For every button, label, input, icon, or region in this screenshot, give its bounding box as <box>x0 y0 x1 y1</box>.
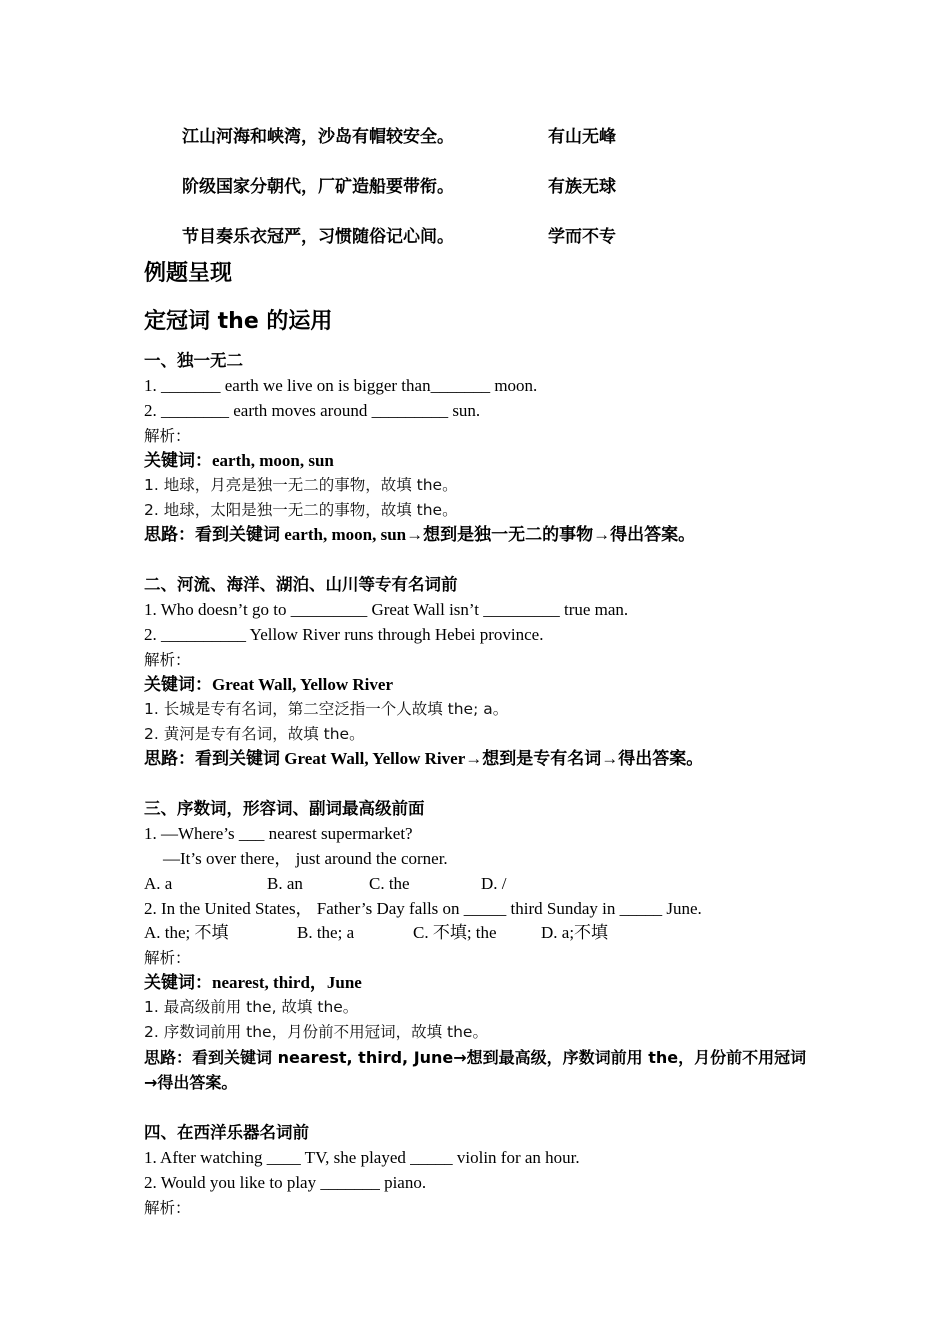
section-3-note-2: 2. 序数词前用 the，月份前不用冠词，故填 the。 <box>144 1023 488 1041</box>
section-1-question-1: 1. _______ earth we live on is bigger than_______ moon. <box>144 376 538 395</box>
section-3-keywords: 关键词：nearest, third，June <box>144 973 362 992</box>
section-2-thinking: 思路：看到关键词 Great Wall, Yellow River→想到是专有名词→得出答案。 <box>144 749 704 768</box>
section-3-q1-option-a: A. a <box>144 874 173 893</box>
section-3-question-1a: 1. —Where’s ___ nearest supermarket? <box>144 824 413 843</box>
rhyme-note-1: 有山无峰 <box>548 127 616 147</box>
section-1-note-2: 2. 地球，太阳是独一无二的事物，故填 the。 <box>144 501 458 519</box>
section-3-q1-option-c: C. the <box>369 874 410 893</box>
rhyme-note-2: 有族无球 <box>548 177 616 197</box>
section-2-question-2: 2. __________ Yellow River runs through Hebei province. <box>144 625 544 644</box>
section-3-q2-option-d: D. a;不填 <box>541 923 609 942</box>
section-3-q2-option-c: C. 不填; the <box>413 923 497 942</box>
section-4-question-1: 1. After watching ____ TV, she played _____ violin for an hour. <box>144 1148 580 1167</box>
section-2-title: 二、河流、海洋、湖泊、山川等专有名词前 <box>144 575 458 594</box>
section-2-analysis-label: 解析： <box>144 651 191 669</box>
section-1-thinking: 思路：看到关键词 earth, moon, sun→想到是独一无二的事物→得出答案。 <box>144 525 696 544</box>
section-1-note-1: 1. 地球，月亮是独一无二的事物，故填 the。 <box>144 476 458 494</box>
section-3-note-1: 1. 最高级前用 the, 故填 the。 <box>144 998 359 1016</box>
section-3-thinking: 思路：看到关键词 nearest, third, June→想到最高级，序数词前用 the，月份前不用冠词→得出答案。 <box>144 1048 807 1092</box>
section-4-question-2: 2. Would you like to play _______ piano. <box>144 1173 427 1192</box>
section-1-analysis-label: 解析： <box>144 427 191 445</box>
section-3-question-2: 2. In the United States， Father’s Day falls on _____ third Sunday in _____ June. <box>144 899 702 918</box>
section-1-question-2: 2. ________ earth moves around _________ sun. <box>144 401 481 420</box>
rhyme-verse-1: 江山河海和峡湾，沙岛有帽较安全。 <box>182 127 454 147</box>
section-3-title: 三、序数词，形容词、副词最高级前面 <box>144 799 425 818</box>
section-2-question-1: 1. Who doesn’t go to _________ Great Wall isn’t _________ true man. <box>144 600 629 619</box>
section-3-q2-option-b: B. the; a <box>297 923 355 942</box>
section-2-keywords: 关键词：Great Wall, Yellow River <box>144 675 393 694</box>
rhyme-note-3: 学而不专 <box>548 227 616 247</box>
section-3-q1-option-b: B. an <box>267 874 303 893</box>
topic-heading: 定冠词 the 的运用 <box>144 309 333 334</box>
section-2-note-2: 2. 黄河是专有名词，故填 the。 <box>144 725 365 743</box>
section-2-note-1: 1. 长城是专有名词，第二空泛指一个人故填 the; a。 <box>144 700 509 718</box>
section-1-keywords: 关键词：earth, moon, sun <box>144 451 334 470</box>
section-3-question-1b: —It’s over there， just around the corner. <box>163 849 448 868</box>
section-4-title: 四、在西洋乐器名词前 <box>144 1123 309 1142</box>
rhyme-verse-2: 阶级国家分朝代，厂矿造船要带衔。 <box>182 177 454 197</box>
section-3-q1-option-d: D. / <box>481 874 507 893</box>
section-4-analysis-label: 解析： <box>144 1199 191 1217</box>
section-1-title: 一、独一无二 <box>144 351 243 370</box>
rhyme-verse-3: 节目奏乐衣冠严，习惯随俗记心间。 <box>182 227 454 247</box>
section-3-analysis-label: 解析： <box>144 949 191 967</box>
examples-heading: 例题呈现 <box>144 261 233 286</box>
section-3-q2-option-a: A. the; 不填 <box>144 923 229 942</box>
